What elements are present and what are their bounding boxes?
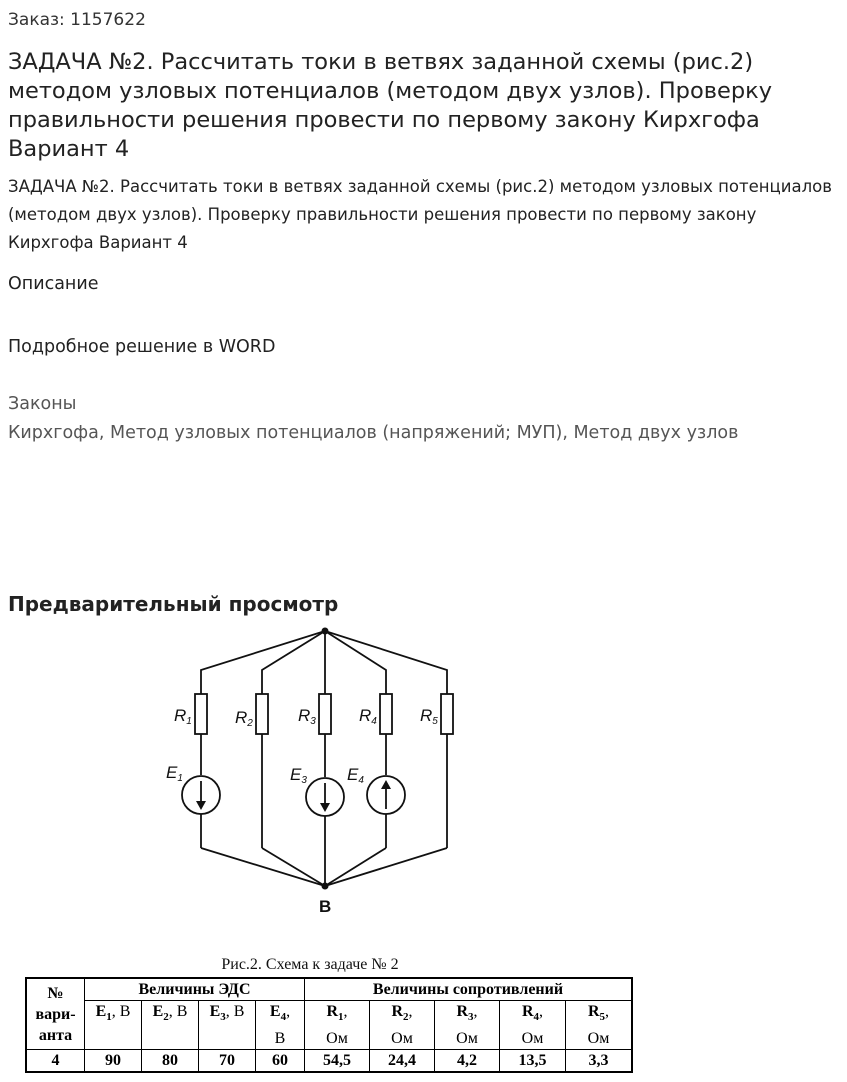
header-variant-line-1: № [47, 984, 64, 1002]
preview-heading: Предварительный просмотр [8, 592, 339, 616]
resistor-r2 [256, 694, 268, 734]
label-r4: R4 [359, 706, 377, 727]
wire-top-branch-1 [201, 631, 325, 694]
solution-note: Подробное решение в WORD [8, 337, 276, 357]
table-cell-variant: 4 [26, 1050, 85, 1073]
col-e3: $E_3$, В [199, 1001, 256, 1050]
col-r2: $R_2$, Ом [370, 1001, 435, 1050]
wire-bottom-2 [262, 848, 325, 886]
col-r4: $R_4$, Ом [500, 1001, 566, 1050]
resistor-r5 [441, 694, 453, 734]
table-cell-e3: 70 [199, 1050, 256, 1073]
description-heading: Описание [8, 274, 99, 294]
task-description: ЗАДАЧА №2. Рассчитать токи в ветвях заданной схемы (рис.2) методом узловых потенциалов (методом двух узлов). Проверку правильности решения провести по первому закону Кирхгофа Вариант 4 [8, 177, 832, 252]
label-r5: R5 [420, 706, 438, 727]
node-top-dot [322, 628, 329, 635]
header-variant [26, 978, 85, 1050]
node-bottom-dot [322, 883, 329, 890]
arrowhead-e3-icon [320, 803, 330, 812]
col-e4: $E_4$, В [256, 1001, 305, 1050]
label-r2: R2 [235, 708, 253, 729]
resistor-r1 [195, 694, 207, 734]
header-emf: Величины ЭДС [85, 978, 305, 1001]
table-cell-r5: 3,3 [566, 1050, 633, 1073]
table-cell-e1: 90 [85, 1050, 142, 1073]
table-cell-r2: 24,4 [370, 1050, 435, 1073]
label-node-b: B [319, 897, 332, 916]
col-r3: $R_3$, Ом [435, 1001, 500, 1050]
arrowhead-e4-icon [381, 780, 391, 789]
order-number: Заказ: 1157622 [8, 10, 146, 30]
col-r5: $R_5$, Ом [566, 1001, 633, 1050]
header-resistances: Величины сопротивлений [305, 978, 633, 1001]
wire-bottom-5 [325, 848, 447, 886]
arrowhead-e1-icon [196, 801, 206, 810]
label-r1: R1 [174, 706, 192, 727]
page-title: ЗАДАЧА №2. Рассчитать токи в ветвях заданной схемы (рис.2) методом узловых потенциалов (методом двух узлов). Проверку правильности решения провести по первому закону Кирхгофа Вариант 4 [8, 49, 773, 162]
label-e4: E4 [347, 765, 364, 786]
header-variant-line-2: вари- [35, 1005, 76, 1023]
variant-data-table [25, 977, 633, 1073]
resistor-r4 [380, 694, 392, 734]
table-cell-e2: 80 [142, 1050, 199, 1073]
wire-bottom-4 [325, 848, 386, 886]
label-r3: R3 [298, 706, 316, 727]
resistor-r3 [319, 694, 331, 734]
table-cell-r3: 4,2 [435, 1050, 500, 1073]
table-cell-r4: 13,5 [500, 1050, 566, 1073]
laws-heading: Законы [8, 394, 77, 414]
figure-caption: Рис.2. Схема к задаче № 2 [221, 956, 399, 973]
table-cell-r1: 54,5 [305, 1050, 370, 1073]
col-e2: $E_2$, В [142, 1001, 199, 1050]
header-variant-line-3: анта [38, 1026, 73, 1044]
laws-list: Кирхгофа, Метод узловых потенциалов (напряжений; МУП), Метод двух узлов [8, 423, 739, 443]
table-cell-e4: 60 [256, 1050, 305, 1073]
col-r1: $R_1$, Ом [305, 1001, 370, 1050]
col-e1: $E_1$, В [85, 1001, 142, 1050]
wire-bottom-1 [201, 848, 325, 886]
label-e1: E1 [166, 763, 183, 784]
label-e3: E3 [290, 765, 307, 786]
circuit-diagram [0, 620, 640, 920]
